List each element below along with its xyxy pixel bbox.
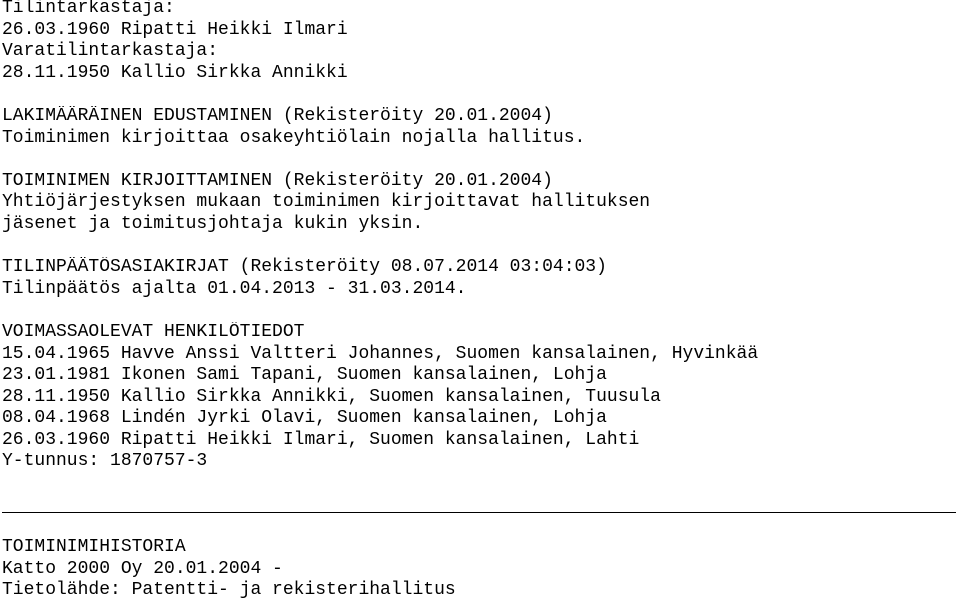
name-history-section (2, 537, 957, 602)
spacer (2, 236, 957, 258)
business-id: Y-tunnus: 1870757-3 (2, 451, 208, 472)
spacer (2, 84, 957, 106)
signing-rights-heading: TOIMINIMEN KIRJOITTAMINEN (Rekisteröity 20.01.2004) (2, 170, 553, 191)
auditor-label: Tilintarkastaja: (2, 0, 175, 18)
source-note: Tietolähde: Patentti- ja rekisterihallitus (2, 580, 456, 601)
signing-rights-text-line2: jäsenet ja toimitusjohtaja kukin yksin. (2, 213, 424, 234)
statutory-representation-text: Toiminimen kirjoittaa osakeyhtiölain nojalla hallitus. (2, 127, 586, 148)
spacer (2, 300, 957, 322)
horizontal-divider (2, 512, 956, 513)
name-history-entry: Katto 2000 Oy 20.01.2004 - (2, 558, 283, 579)
deputy-auditor-entry: 28.11.1950 Kallio Sirkka Annikki (2, 62, 348, 83)
person-entry: 23.01.1981 Ikonen Sami Tapani, Suomen kansalainen, Lohja (2, 365, 607, 386)
name-history-heading: TOIMINIMIHISTORIA (2, 537, 186, 557)
spacer (2, 149, 957, 171)
statutory-representation-heading: LAKIMÄÄRÄINEN EDUSTAMINEN (Rekisteröity 20.01.2004) (2, 105, 553, 126)
person-entry: 08.04.1968 Lindén Jyrki Olavi, Suomen kansalainen, Lohja (2, 408, 607, 429)
person-entry: 28.11.1950 Kallio Sirkka Annikki, Suomen kansalainen, Tuusula (2, 386, 661, 407)
persons-heading: VOIMASSAOLEVAT HENKILÖTIEDOT (2, 321, 305, 342)
auditor-entry: 26.03.1960 Ripatti Heikki Ilmari (2, 19, 348, 40)
person-entry: 15.04.1965 Havve Anssi Valtteri Johannes, Suomen kansalainen, Hyvinkää (2, 343, 759, 364)
signing-rights-text-line1: Yhtiöjärjestyksen mukaan toiminimen kirjoittavat hallituksen (2, 192, 651, 213)
financial-statements-text: Tilinpäätös ajalta 01.04.2013 - 31.03.2014. (2, 278, 467, 299)
person-entry: 26.03.1960 Ripatti Heikki Ilmari, Suomen kansalainen, Lahti (2, 429, 640, 450)
financial-statements-heading: TILINPÄÄTÖSASIAKIRJAT (Rekisteröity 08.07.2014 03:04:03) (2, 257, 607, 278)
deputy-auditor-label: Varatilintarkastaja: (2, 41, 219, 62)
trade-register-extract (2, 0, 957, 473)
